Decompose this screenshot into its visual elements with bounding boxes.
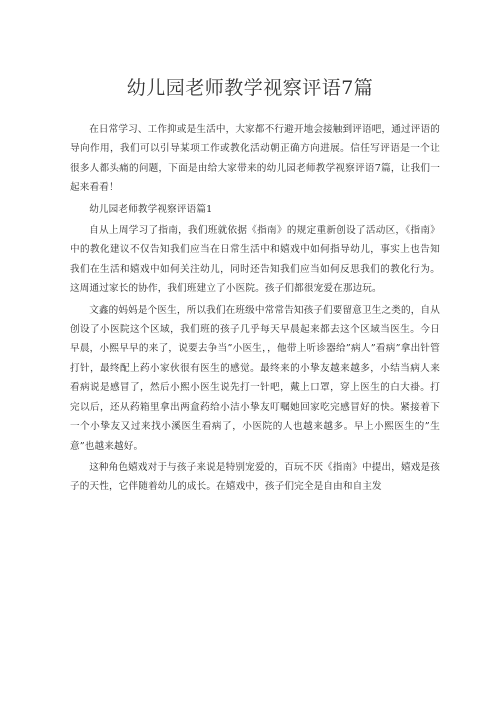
intro-paragraph: 在日常学习、工作抑或是生活中，大家都不行避开地会接触到评语吧，通过评语的导向作用，我们可以引导某项工作或教化活动朝正确方向进展。信任写评语是一个让很多人都头痛的问题，下面是由给大家带来的幼儿园老师教学视察评语7篇，让我们一起来看看！ (70, 124, 440, 194)
body-paragraph-1: 自从上周学习了指南，我们班就依据《指南》的规定重新创设了活动区，《指南》中的教化建议不仅告知我们应当在日常生活中和嬉戏中如何指导幼儿，事实上也告知我们在生活和嬉戏中如何关注幼儿，同时还告知我们应当如何反思我们的教化行为。这周通过家长的协作，我们班建立了小医院。孩子们都很宠爱在那边玩。 (70, 225, 440, 295)
document-title: 幼儿园老师教学视察评语7篇 (126, 77, 374, 99)
body-paragraph-2: 文鑫的妈妈是个医生，所以我们在班级中常常告知孩子们要留意卫生之类的，自从创设了小医院这个区域，我们班的孩子几乎每天早晨起来都去这个区域当医生。今日早晨，小熙早早的来了，说要去争当”小医生，，他带上听诊器给”病人”看病”拿出针管打针，最终配上药小家伙很有医生的感觉。最终来的小挚友越来越多，小结当病人来看病说是感冒了，然后小熙小医生说先打一针吧，戴上口罩，穿上医生的白大褂。打完以后，还从药箱里拿出两盒药给小洁小挚友叮嘱她回家吃完感冒好的快。紧接着下一个小挚友又过来找小溪医生看病了，小医院的人也越来越多。早上小熙医生的”生意”也越来越好。 (70, 304, 440, 452)
body-paragraph-3: 这种角色嬉戏对于与孩子来说是特别宠爱的，百玩不厌《指南》中提出，嬉戏是孩子的天性，它伴随着幼儿的成长。在嬉戏中，孩子们完全是自由和自主发 (70, 461, 440, 493)
section-heading: 幼儿园老师教学视察评语篇1 (89, 203, 213, 215)
document-body (70, 118, 440, 497)
